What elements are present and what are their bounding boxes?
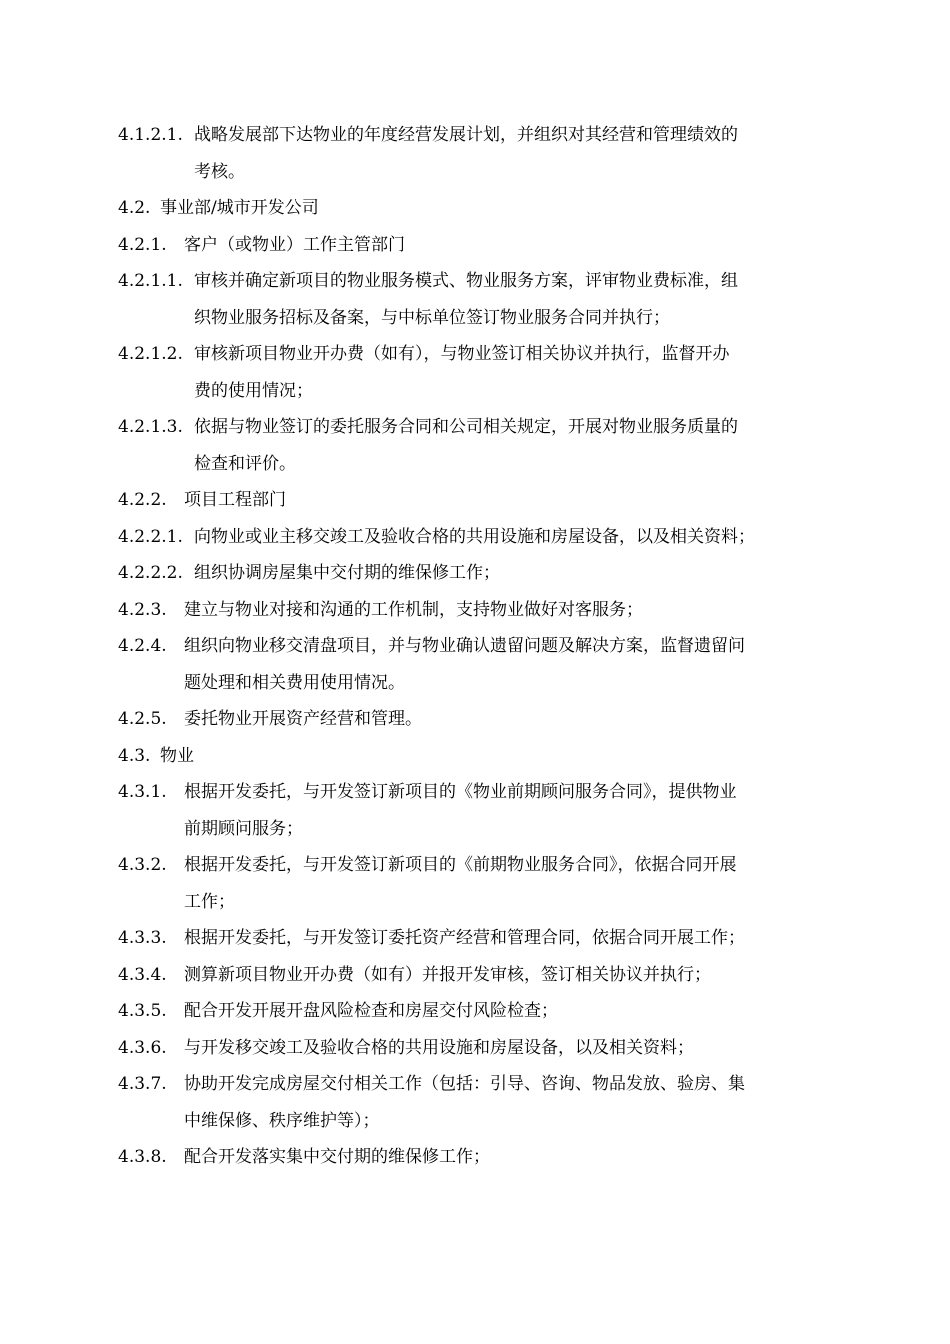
item-continuation: 织物业服务招标及备案，与中标单位签订物业服务合同并执行； xyxy=(194,307,670,328)
item-number: 4.2.2.1. xyxy=(118,526,183,547)
item-text: 根据开发委托，与开发签订新项目的《前期物业服务合同》，依据合同开展 xyxy=(184,855,737,875)
list-item xyxy=(118,847,818,920)
item-text: 事业部/城市开发公司 xyxy=(160,198,319,218)
item-number: 4.1.2.1. xyxy=(118,125,183,145)
list-item xyxy=(118,592,818,629)
item-text: 组织向物业移交清盘项目，并与物业确认遗留问题及解决方案，监督遗留问 xyxy=(184,636,745,656)
item-number: 4.3. xyxy=(118,745,151,766)
list-item xyxy=(118,738,818,775)
list-item xyxy=(118,628,818,701)
item-number: 4.2.1.2. xyxy=(118,344,183,364)
list-item xyxy=(118,519,818,556)
item-continuation: 中维保修、秩序维护等）； xyxy=(184,1110,380,1131)
item-text: 战略发展部下达物业的年度经营发展计划，并组织对其经营和管理绩效的 xyxy=(194,125,738,145)
list-item xyxy=(118,117,818,190)
item-continuation: 工作； xyxy=(184,891,235,912)
item-number: 4.2.3. xyxy=(118,599,167,620)
item-number: 4.2. xyxy=(118,198,151,218)
item-text: 依据与物业签订的委托服务合同和公司相关规定，开展对物业服务质量的 xyxy=(194,417,738,437)
item-text: 审核并确定新项目的物业服务模式、物业服务方案，评审物业费标准，组 xyxy=(194,271,738,291)
item-continuation: 题处理和相关费用使用情况。 xyxy=(184,672,405,693)
item-continuation: 考核。 xyxy=(194,161,245,182)
item-number: 4.3.5. xyxy=(118,1001,167,1021)
list-item xyxy=(118,920,818,957)
item-number: 4.2.1. xyxy=(118,234,167,255)
list-item xyxy=(118,993,818,1030)
item-text: 配合开发落实集中交付期的维保修工作； xyxy=(184,1147,490,1167)
item-text: 根据开发委托，与开发签订委托资产经营和管理合同，依据合同开展工作； xyxy=(184,928,745,948)
item-number: 4.3.1. xyxy=(118,782,167,802)
item-number: 4.3.4. xyxy=(118,964,167,985)
item-text: 委托物业开展资产经营和管理。 xyxy=(184,709,422,729)
item-number: 4.2.5. xyxy=(118,709,167,729)
list-item xyxy=(118,1030,818,1067)
item-text: 建立与物业对接和沟通的工作机制，支持物业做好对客服务； xyxy=(184,599,643,620)
item-number: 4.2.2.2. xyxy=(118,563,183,583)
item-continuation: 检查和评价。 xyxy=(194,453,296,474)
item-text: 测算新项目物业开办费（如有）并报开发审核，签订相关协议并执行； xyxy=(184,964,711,985)
item-number: 4.3.2. xyxy=(118,855,167,875)
list-item xyxy=(118,227,818,264)
list-item xyxy=(118,774,818,847)
list-item xyxy=(118,263,818,336)
item-text: 配合开发开展开盘风险检查和房屋交付风险检查； xyxy=(184,1001,558,1021)
list-item xyxy=(118,336,818,409)
item-text: 协助开发完成房屋交付相关工作（包括：引导、咨询、物品发放、验房、集 xyxy=(184,1074,745,1094)
item-number: 4.3.6. xyxy=(118,1037,167,1058)
document-body xyxy=(118,117,818,1176)
list-item xyxy=(118,701,818,738)
item-number: 4.3.3. xyxy=(118,928,167,948)
item-number: 4.3.8. xyxy=(118,1147,167,1167)
item-text: 向物业或业主移交竣工及验收合格的共用设施和房屋设备，以及相关资料； xyxy=(194,526,755,547)
item-continuation: 前期顾问服务； xyxy=(184,818,303,839)
list-item xyxy=(118,957,818,994)
list-item xyxy=(118,1066,818,1139)
item-text: 与开发移交竣工及验收合格的共用设施和房屋设备，以及相关资料； xyxy=(184,1037,694,1058)
item-continuation: 费的使用情况； xyxy=(194,380,313,401)
item-text: 根据开发委托，与开发签订新项目的《物业前期顾问服务合同》，提供物业 xyxy=(184,782,737,802)
item-text: 组织协调房屋集中交付期的维保修工作； xyxy=(194,563,500,583)
item-text: 审核新项目物业开办费（如有），与物业签订相关协议并执行，监督开办 xyxy=(194,344,730,364)
item-number: 4.3.7. xyxy=(118,1074,167,1094)
list-item xyxy=(118,555,818,592)
list-item xyxy=(118,1139,818,1176)
list-item xyxy=(118,482,818,519)
item-number: 4.2.1.1. xyxy=(118,271,183,291)
list-item xyxy=(118,409,818,482)
item-number: 4.2.2. xyxy=(118,490,167,510)
item-text: 客户（或物业）工作主管部门 xyxy=(184,234,405,255)
item-number: 4.2.1.3. xyxy=(118,417,183,437)
item-text: 物业 xyxy=(160,745,194,766)
item-number: 4.2.4. xyxy=(118,636,167,656)
list-item xyxy=(118,190,818,227)
item-text: 项目工程部门 xyxy=(184,490,286,510)
